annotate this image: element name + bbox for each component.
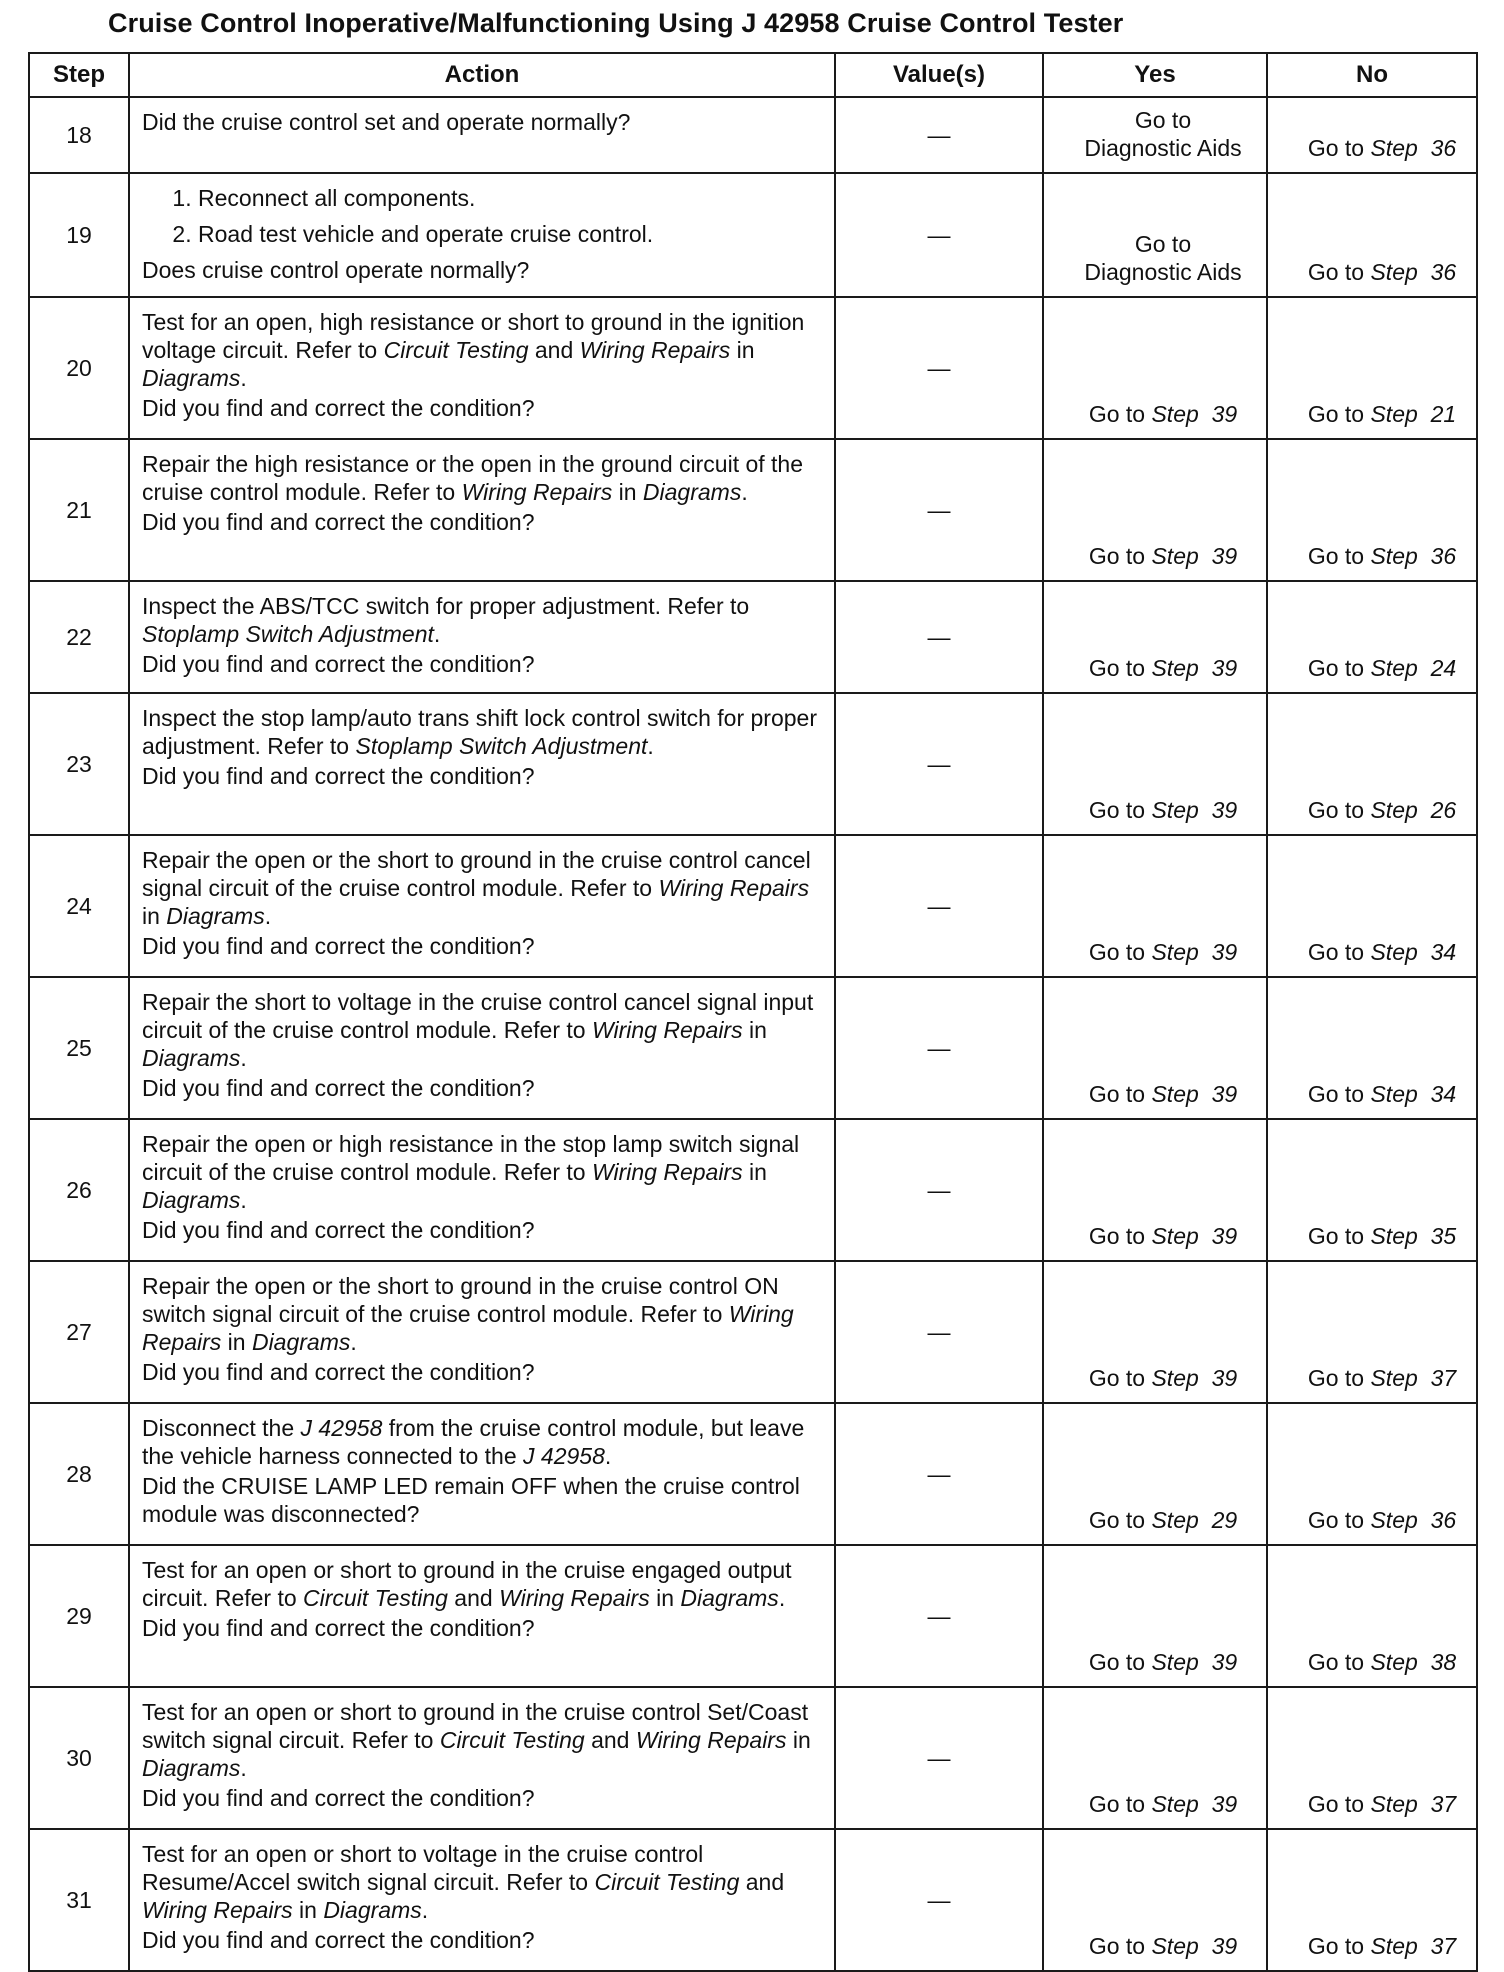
yes-goto: Go to Diagnostic Aids: [1084, 107, 1242, 161]
ref-wiring-repairs: Wiring Repairs: [591, 1017, 743, 1043]
ref-stoplamp-adjustment: Stoplamp Switch Adjustment: [142, 621, 434, 647]
step-number: 23: [29, 693, 129, 835]
ref-wiring-repairs: Wiring Repairs: [635, 1727, 787, 1753]
no-step: 36: [1430, 543, 1457, 569]
no-cell: Go to Step 36: [1267, 1403, 1477, 1545]
yes-goto: Go to Diagnostic Aids: [1084, 231, 1242, 285]
header-step: Step: [29, 53, 129, 97]
yes-cell: Go to Step 39: [1043, 977, 1267, 1119]
no-step: 21: [1430, 401, 1457, 427]
ref-circuit-testing: Circuit Testing: [303, 1585, 448, 1611]
action-text: Test for an open or short to ground in the cruise control Set/Coast switch signal circuit. Refer to Circuit Testing and Wiring Repairs in Diagrams.: [142, 1699, 811, 1781]
value-cell: —: [835, 1261, 1043, 1403]
yes-step: 39: [1211, 1933, 1238, 1959]
yes-step: 39: [1211, 1649, 1238, 1675]
diagnostic-table: [28, 52, 1478, 1972]
action-text: Test for an open, high resistance or short to ground in the ignition voltage circuit. Refer to Circuit Testing and Wiring Repairs in Diagrams.: [142, 309, 805, 391]
table-row: [29, 977, 1477, 1119]
no-cell: Go to Step 26: [1267, 693, 1477, 835]
action-question: Did you find and correct the condition?: [142, 1927, 535, 1953]
step-number: 28: [29, 1403, 129, 1545]
action-cell: [129, 1829, 835, 1971]
no-step: 26: [1430, 797, 1457, 823]
yes-cell: Go to Step 39: [1043, 1687, 1267, 1829]
yes-step: 39: [1211, 401, 1238, 427]
yes-cell: Go to Step 39: [1043, 439, 1267, 581]
yes-step: 39: [1211, 543, 1238, 569]
no-step: 37: [1430, 1933, 1457, 1959]
yes-cell: Go to Step 39: [1043, 693, 1267, 835]
yes-cell: Go to Step 39: [1043, 1545, 1267, 1687]
no-cell: Go to Step 37: [1267, 1261, 1477, 1403]
action-text: Repair the short to voltage in the cruise control cancel signal input circuit of the cruise control module. Refer to Wiring Repairs in Diagrams.: [142, 989, 814, 1071]
step-number: 21: [29, 439, 129, 581]
table-row: [29, 1261, 1477, 1403]
header-yes: Yes: [1043, 53, 1267, 97]
no-step: 38: [1430, 1649, 1457, 1675]
action-cell: [129, 173, 835, 297]
yes-step: 39: [1211, 655, 1238, 681]
no-cell: Go to Step 38: [1267, 1545, 1477, 1687]
no-cell: Go to Step 21: [1267, 297, 1477, 439]
action-cell: [129, 1545, 835, 1687]
no-cell: Go to Step 36: [1267, 173, 1477, 297]
ref-tool: J 42958: [300, 1415, 383, 1441]
step-number: 30: [29, 1687, 129, 1829]
header-row: [29, 53, 1477, 97]
action-question: Did you find and correct the condition?: [142, 651, 535, 677]
step-number: 27: [29, 1261, 129, 1403]
ref-stoplamp-adjustment: Stoplamp Switch Adjustment: [355, 733, 648, 759]
no-cell: Go to Step 34: [1267, 835, 1477, 977]
value-cell: —: [835, 1829, 1043, 1971]
ref-diagrams: Diagrams: [642, 479, 742, 505]
value-cell: —: [835, 1403, 1043, 1545]
value-cell: —: [835, 1545, 1043, 1687]
value-cell: —: [835, 97, 1043, 173]
action-text: Repair the high resistance or the open in the ground circuit of the cruise control module. Refer to Wiring Repairs in Diagrams.: [142, 451, 804, 505]
action-text: Disconnect the J 42958 from the cruise control module, but leave the vehicle harness connected to the J 42958.: [142, 1415, 805, 1469]
ref-tool: J 42958: [523, 1443, 605, 1469]
yes-step: 39: [1211, 1791, 1238, 1817]
no-cell: Go to Step 37: [1267, 1829, 1477, 1971]
action-question: Did you find and correct the condition?: [142, 1217, 535, 1243]
table-row: [29, 835, 1477, 977]
action-text: Test for an open or short to voltage in the cruise control Resume/Accel switch signal circuit. Refer to Circuit Testing and Wiring Repairs in Diagrams.: [142, 1841, 785, 1923]
no-step: 37: [1430, 1791, 1457, 1817]
action-question: Did you find and correct the condition?: [142, 1075, 535, 1101]
action-text: Inspect the ABS/TCC switch for proper adjustment. Refer to Stoplamp Switch Adjustment.: [142, 593, 750, 647]
no-cell: Go to Step 35: [1267, 1119, 1477, 1261]
no-cell: Go to Step 34: [1267, 977, 1477, 1119]
action-text: Repair the open or high resistance in the stop lamp switch signal circuit of the cruise control module. Refer to Wiring Repairs in Diagrams.: [142, 1131, 800, 1213]
action-question: Does cruise control operate normally?: [142, 257, 530, 283]
ref-circuit-testing: Circuit Testing: [383, 337, 529, 363]
table-row: [29, 97, 1477, 173]
ref-diagrams: Diagrams: [251, 1329, 351, 1355]
list-item: 1. Reconnect all components.: [198, 184, 824, 212]
yes-cell: [1043, 173, 1267, 297]
list-item: 2. Road test vehicle and operate cruise control.: [198, 220, 824, 248]
yes-cell: Go to Step 39: [1043, 835, 1267, 977]
step-number: 26: [29, 1119, 129, 1261]
ref-diagrams: Diagrams: [323, 1897, 422, 1923]
yes-step: 39: [1211, 1223, 1238, 1249]
ref-wiring-repairs: Wiring Repairs: [461, 479, 613, 505]
no-step: 36: [1430, 135, 1457, 161]
value-cell: —: [835, 581, 1043, 693]
ref-diagrams: Diagrams: [166, 903, 265, 929]
value-cell: —: [835, 693, 1043, 835]
action-cell: [129, 977, 835, 1119]
page-title: Cruise Control Inoperative/Malfunctioning Using J 42958 Cruise Control Tester: [108, 8, 1124, 38]
no-step: 36: [1430, 1507, 1457, 1533]
action-question: Did you find and correct the condition?: [142, 1615, 535, 1641]
action-question: Did you find and correct the condition?: [142, 933, 535, 959]
table-row: [29, 1687, 1477, 1829]
no-step: 24: [1430, 655, 1457, 681]
action-cell: [129, 97, 835, 173]
value-cell: —: [835, 173, 1043, 297]
yes-cell: [1043, 97, 1267, 173]
action-steps-list: [142, 184, 824, 248]
ref-circuit-testing: Circuit Testing: [439, 1727, 585, 1753]
table-row: [29, 439, 1477, 581]
header-no: No: [1267, 53, 1477, 97]
action-cell: [129, 439, 835, 581]
ref-diagrams: Diagrams: [142, 1045, 241, 1071]
ref-diagrams: Diagrams: [142, 365, 241, 391]
yes-cell: Go to Step 39: [1043, 1261, 1267, 1403]
value-cell: —: [835, 1119, 1043, 1261]
value-cell: —: [835, 977, 1043, 1119]
step-number: 18: [29, 97, 129, 173]
table-row: [29, 581, 1477, 693]
no-step: 37: [1430, 1365, 1457, 1391]
yes-step: 39: [1211, 1365, 1238, 1391]
table-row: [29, 693, 1477, 835]
table-row: [29, 297, 1477, 439]
step-number: 29: [29, 1545, 129, 1687]
ref-circuit-testing: Circuit Testing: [594, 1869, 740, 1895]
table-row: [29, 1403, 1477, 1545]
yes-step: 39: [1211, 1081, 1238, 1107]
action-question: Did you find and correct the condition?: [142, 395, 535, 421]
header-action: Action: [129, 53, 835, 97]
yes-step: 39: [1211, 797, 1238, 823]
value-cell: —: [835, 1687, 1043, 1829]
action-cell: [129, 1119, 835, 1261]
step-number: 25: [29, 977, 129, 1119]
action-question: Did you find and correct the condition?: [142, 763, 535, 789]
no-cell: Go to Step 36: [1267, 439, 1477, 581]
ref-diagrams: Diagrams: [680, 1585, 779, 1611]
no-cell: Go to Step 36: [1267, 97, 1477, 173]
action-question: Did you find and correct the condition?: [142, 1785, 535, 1811]
no-cell: Go to Step 37: [1267, 1687, 1477, 1829]
ref-wiring-repairs: Wiring Repairs: [658, 875, 810, 901]
table-row: [29, 1119, 1477, 1261]
yes-cell: Go to Step 39: [1043, 297, 1267, 439]
action-text: Repair the open or the short to ground in the cruise control ON switch signal circuit of the cruise control module. Refer to Wiring Repairs in Diagrams.: [142, 1273, 794, 1355]
action-question: Did you find and correct the condition?: [142, 509, 535, 535]
ref-wiring-repairs: Wiring Repairs: [579, 337, 731, 363]
ref-wiring-repairs: Wiring Repairs: [591, 1159, 743, 1185]
action-cell: [129, 1687, 835, 1829]
value-cell: —: [835, 297, 1043, 439]
no-step: 36: [1430, 259, 1457, 285]
action-cell: [129, 1261, 835, 1403]
yes-cell: Go to Step 39: [1043, 1829, 1267, 1971]
ref-diagrams: Diagrams: [142, 1187, 241, 1213]
yes-step: 29: [1211, 1507, 1238, 1533]
action-question: Did the cruise control set and operate normally?: [142, 109, 631, 135]
ref-wiring-repairs: Wiring Repairs: [499, 1585, 650, 1611]
step-number: 19: [29, 173, 129, 297]
no-step: 35: [1430, 1223, 1457, 1249]
table-row: [29, 173, 1477, 297]
value-cell: —: [835, 835, 1043, 977]
yes-cell: Go to Step 39: [1043, 581, 1267, 693]
ref-wiring-repairs: Wiring Repairs: [142, 1301, 794, 1355]
yes-step: 39: [1211, 939, 1238, 965]
step-number: 31: [29, 1829, 129, 1971]
table-row: [29, 1829, 1477, 1971]
ref-diagrams: Diagrams: [142, 1755, 241, 1781]
value-cell: —: [835, 439, 1043, 581]
step-number: 22: [29, 581, 129, 693]
action-cell: [129, 693, 835, 835]
action-text: Test for an open or short to ground in the cruise engaged output circuit. Refer to Circuit Testing and Wiring Repairs in Diagrams.: [142, 1557, 792, 1611]
action-cell: [129, 581, 835, 693]
header-values: Value(s): [835, 53, 1043, 97]
step-number: 20: [29, 297, 129, 439]
action-text: Repair the open or the short to ground in the cruise control cancel signal circuit of the cruise control module. Refer to Wiring Repairs in Diagrams.: [142, 847, 811, 929]
yes-cell: Go to Step 39: [1043, 1119, 1267, 1261]
action-cell: [129, 297, 835, 439]
step-number: 24: [29, 835, 129, 977]
no-cell: Go to Step 24: [1267, 581, 1477, 693]
ref-wiring-repairs: Wiring Repairs: [142, 1897, 293, 1923]
action-cell: [129, 1403, 835, 1545]
action-text: Inspect the stop lamp/auto trans shift lock control switch for proper adjustment. Refer to Stoplamp Switch Adjustment.: [142, 705, 817, 759]
no-step: 34: [1430, 939, 1457, 965]
action-cell: [129, 835, 835, 977]
action-question: Did the CRUISE LAMP LED remain OFF when the cruise control module was disconnected?: [142, 1473, 800, 1527]
table-row: [29, 1545, 1477, 1687]
action-question: Did you find and correct the condition?: [142, 1359, 535, 1385]
yes-cell: Go to Step 29: [1043, 1403, 1267, 1545]
no-step: 34: [1430, 1081, 1457, 1107]
